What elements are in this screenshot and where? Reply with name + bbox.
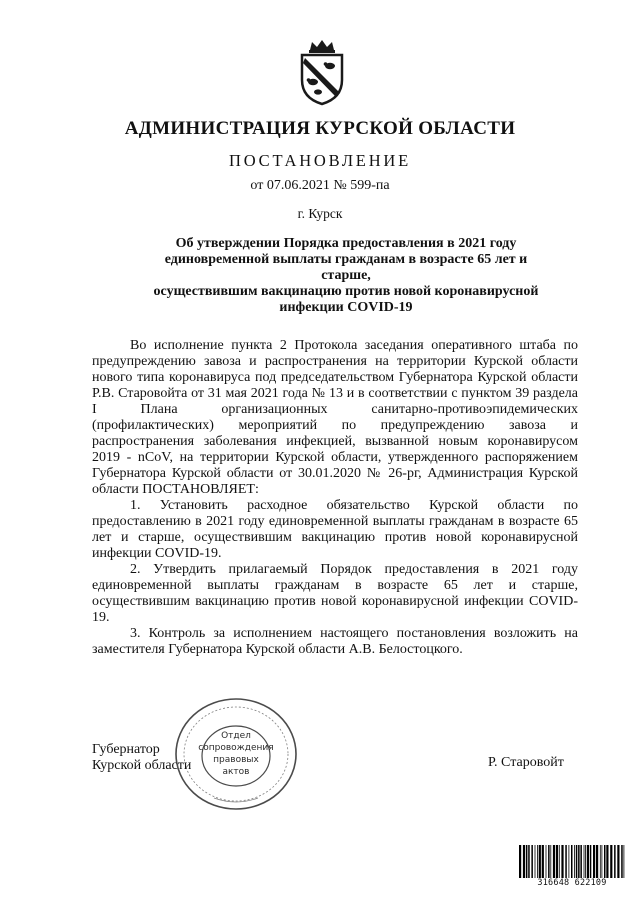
organization-title: АДМИНИСТРАЦИЯ КУРСКОЙ ОБЛАСТИ [124, 118, 516, 139]
signer-role-line: Курской области [92, 758, 192, 773]
barcode-bar [624, 845, 625, 879]
signer-role-line: Губернатор [92, 742, 160, 757]
subject-line: осуществившим вакцинацию против новой коронавирусной [153, 284, 539, 299]
barcode-bar [546, 845, 547, 879]
barcode-bar [587, 845, 589, 879]
barcode-bar [585, 845, 586, 879]
barcode-bar [574, 845, 575, 879]
barcode-bar [531, 845, 533, 879]
barcode-bar [602, 845, 603, 879]
resolution-item: 3. Контроль за исполнением настоящего постановления возложить на заместителя Губернатора Курской области А.В. Белостоцкого. [92, 626, 578, 657]
barcode-bar [593, 845, 595, 879]
barcode-bar [590, 845, 592, 879]
stamp-text-line: правовых [213, 755, 259, 765]
barcode-bar [604, 845, 606, 879]
barcode-bar [617, 845, 619, 879]
preamble-paragraph: Во исполнение пункта 2 Протокола заседания оперативного штаба по предупреждению завоза и распространения на территории Курской области нового типа коронавируса под председательством Губернатора Курской области Р.В. Старовойта от 31 мая 2021 года № 13 и в соответствии с пунктом 39 раздела I Плана организационных санитарно-противоэпидемических (профилактических) мероприятий по предупреждению завоза и распространения заболевания инфекцией, вызванной новым коронавирусом 2019 - nCoV, на территории Курской области, утвержденного распоряжением Губернатора Курской области от 30.01.2020 № 26-рг, Администрация Курской области ПОСТАНОВЛЯЕТ: [92, 338, 578, 497]
signer-name: Р. Старовойт [488, 755, 564, 770]
subject-line: единовременной выплаты гражданам в возрасте 65 лет и старше, [164, 252, 528, 283]
barcode-bar [584, 845, 585, 879]
document-body [92, 338, 578, 658]
barcode-bar [578, 845, 580, 879]
document-type: ПОСТАНОВЛЕНИЕ [229, 151, 411, 170]
barcode-bar [556, 845, 558, 879]
official-stamp-icon [170, 694, 302, 818]
stamp-text-line: Отдел [221, 731, 251, 741]
resolution-item: 1. Установить расходное обязательство Курской области по предоставлению в 2021 году единовременной выплаты гражданам в возрасте 65 лет и старше, осуществившим вакцинацию против новой коронавирусной инфекции COVID-19. [92, 498, 578, 561]
barcode-bar [606, 845, 608, 879]
barcode-bar [569, 845, 570, 879]
barcode-digits: 316648 622109 [517, 878, 627, 888]
barcode-bar [614, 845, 616, 879]
barcode-bar [548, 845, 550, 879]
barcode-bar [535, 845, 536, 879]
barcode-bar [519, 845, 521, 879]
barcode-bar [621, 845, 623, 879]
barcode-bar [523, 845, 525, 879]
barcode-bar [542, 845, 544, 879]
barcode-bar [526, 845, 528, 879]
barcode-bar [580, 845, 582, 879]
barcode-bar [561, 845, 563, 879]
subject-line: инфекции COVID-19 [279, 300, 413, 315]
barcode-bar [528, 845, 530, 879]
barcode-bar [576, 845, 578, 879]
barcode-bar [565, 845, 567, 879]
barcode-bar [553, 845, 555, 879]
barcode-bar [550, 845, 551, 879]
document-number: от 07.06.2021 № 599-па [250, 178, 390, 193]
subject-line: Об утверждении Порядка предоставления в 2021 году [175, 236, 517, 251]
barcode-bar [596, 845, 598, 879]
document-subject [150, 236, 542, 316]
barcode-bar [559, 845, 560, 879]
barcode-bar [539, 845, 541, 879]
stamp-text-line: актов [222, 767, 250, 777]
barcode-bar [610, 845, 612, 879]
document-place: г. Курск [297, 206, 343, 221]
barcode-bar [600, 845, 601, 879]
barcode-bar [571, 845, 573, 879]
barcode-bar [537, 845, 538, 879]
resolution-item: 2. Утвердить прилагаемый Порядок предоставления в 2021 году единовременной выплаты гражданам в возрасте 65 лет и старше, осуществившим вакцинацию против новой коронавирусной инфекции COVID-19. [92, 562, 578, 625]
coat-of-arms-icon [296, 38, 348, 106]
stamp-text-line: сопровождения [198, 743, 274, 753]
